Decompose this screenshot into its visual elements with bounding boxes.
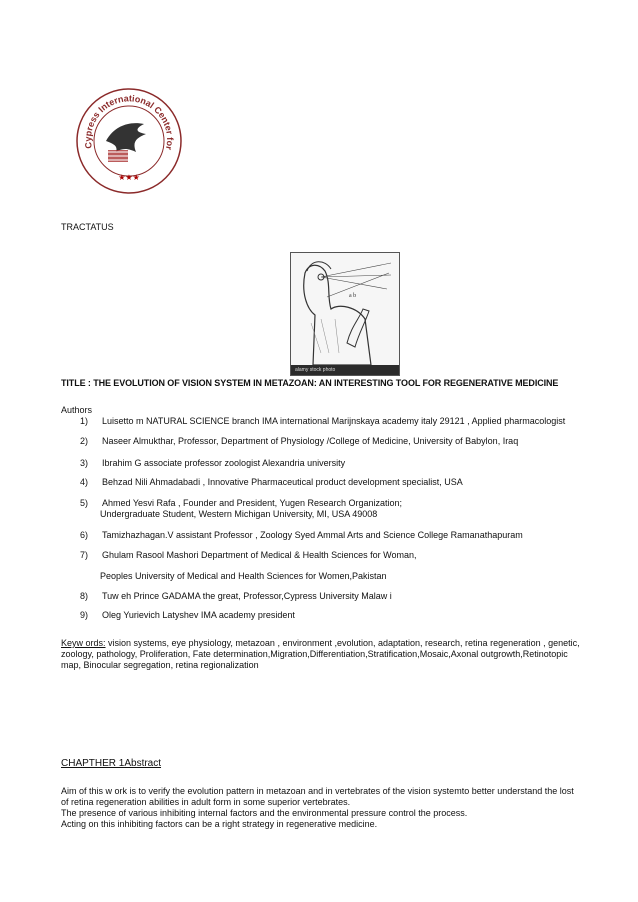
- author-number: 8): [80, 591, 89, 601]
- author-number: 9): [80, 610, 89, 620]
- paper-title: TITLE : THE EVOLUTION OF VISION SYSTEM IN METAZOAN: AN INTERESTING TOOL FOR REGENERATIVE MEDICINE: [61, 378, 559, 388]
- author-number: 3): [80, 458, 89, 468]
- author-number: 2): [80, 436, 89, 446]
- author-text: Oleg Yurievich Latyshev IMA academy president: [102, 610, 295, 620]
- abstract-paragraph: The presence of various inhibiting internal factors and the environmental pressure control the process.: [61, 808, 468, 818]
- keywords-text: vision systems, eye physiology, metazoan , environment ,evolution, adaptation, research, retina regeneration , genetic, zoology, pathology, Proliferation, Fate determination,Migration,Differentiation,Stratification,Mosaic,Axonal outgrowth,Retinotopic map, Binocular segregation, retina regionalization: [61, 638, 580, 670]
- logo-ring-text: Cypress International Center for: [82, 93, 176, 151]
- author-number: 1): [80, 416, 89, 426]
- vision-illustration: [290, 252, 400, 376]
- author-item: [80, 416, 565, 427]
- author-number: 4): [80, 477, 89, 487]
- institution-logo: [74, 86, 184, 196]
- author-number: 7): [80, 550, 89, 560]
- author-text: Tuw eh Prince GADAMA the great, Professor,Cypress University Malaw i: [102, 591, 392, 601]
- svg-text:a b: a b: [349, 293, 357, 299]
- logo-stars: ★★★: [118, 173, 140, 182]
- author-text: Ibrahim G associate professor zoologist Alexandria university: [102, 458, 346, 468]
- author-number: 5): [80, 498, 89, 508]
- author-item: [80, 498, 402, 509]
- abstract-paragraph: Acting on this inhibiting factors can be a right strategy in regenerative medicine.: [61, 819, 378, 829]
- chapter-heading: CHAPTHER 1Abstract: [61, 758, 162, 769]
- author-text: Naseer Almukthar, Professor, Department of Physiology /College of Medicine, University of Babylon, Iraq: [102, 436, 519, 446]
- author-item: [80, 610, 295, 621]
- tractatus-label: TRACTATUS: [61, 222, 114, 232]
- author-number: 6): [80, 530, 89, 540]
- author-text: Luisetto m NATURAL SCIENCE branch IMA international Marijnskaya academy italy 29121 , Applied pharmacologist: [102, 416, 566, 426]
- keywords-label: Keyw ords:: [61, 638, 106, 648]
- author-text: Ghulam Rasool Mashori Department of Medical & Health Sciences for Woman,: [102, 550, 417, 560]
- author-item: [80, 436, 518, 447]
- author-text-continued: Undergraduate Student, Western Michigan University, MI, USA 49008: [100, 509, 378, 519]
- author-item: [80, 477, 463, 488]
- author-text: Behzad Nili Ahmadabadi , Innovative Pharmaceutical product development specialist, USA: [102, 477, 463, 487]
- watermark-label: alamy stock photo: [291, 365, 399, 375]
- author-text: Ahmed Yesvi Rafa , Founder and President, Yugen Research Organization;: [102, 498, 403, 508]
- author-item: [80, 591, 392, 602]
- author-item: [80, 530, 523, 541]
- keywords-block: [61, 638, 581, 671]
- abstract-paragraph: Aim of this w ork is to verify the evolution pattern in metazoan and in vertebrates of the vision systemto better understand the lost of retina regeneration abilities in adult form in some superior vertebrates.: [61, 786, 574, 807]
- author-text: Tamizhazhagan.V assistant Professor , Zoology Syed Ammal Arts and Science College Ramanathapuram: [102, 530, 523, 540]
- authors-heading: Authors: [61, 405, 93, 415]
- author-item: [80, 550, 416, 561]
- author-item: [80, 458, 345, 469]
- author-text-continued: Peoples University of Medical and Health Sciences for Women,Pakistan: [100, 571, 387, 581]
